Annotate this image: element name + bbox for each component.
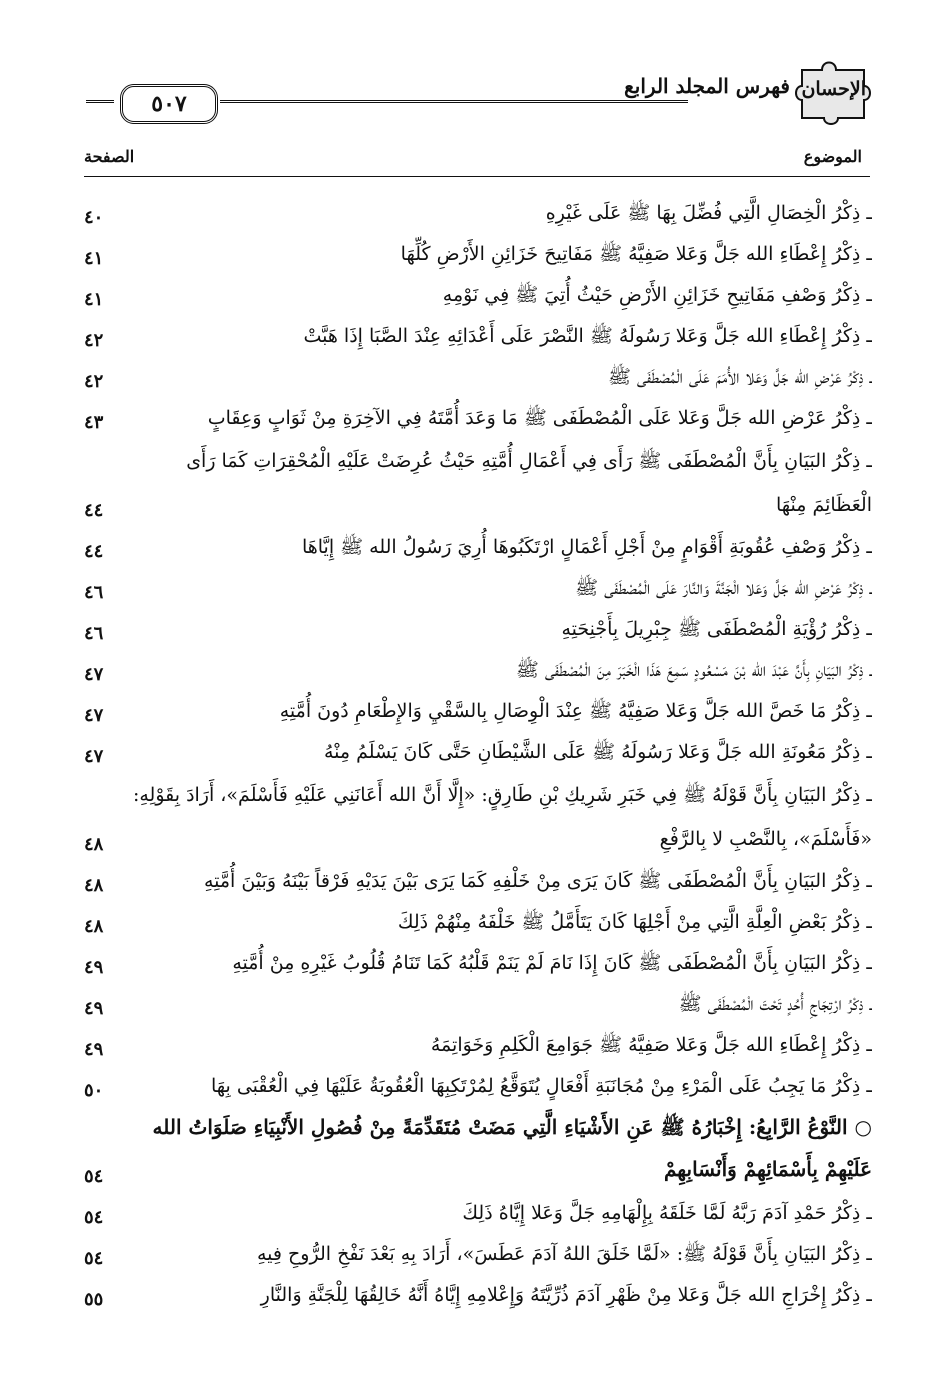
toc-entry-page: ٤٢ bbox=[84, 371, 104, 392]
toc-entry-text: ـ ذِكْرُ إِعْطَاءِ الله جَلَّ وَعَلا صَفِيَّهُ ﷺ مَفَاتِيحَ خَزَائِنِ الأَرْضِ كُلِّهَا bbox=[400, 243, 872, 265]
toc-entry-text: ـ ذِكْرُ وَصْفِ عُقُوبَةِ أَقْوَامٍ مِنْ أَجْلِ أَعْمَالٍ ارْتَكَبُوهَا أُرِيَ رَسُولُ الله ﷺ إِيَّاهَا bbox=[301, 536, 872, 558]
toc-entry-page: ٥٤ bbox=[84, 1248, 104, 1269]
toc-entry-page: ٤١ bbox=[84, 289, 104, 310]
toc-entry bbox=[84, 691, 872, 732]
toc-entry bbox=[84, 1066, 872, 1107]
toc-entry bbox=[84, 1275, 872, 1316]
toc-entry-text: ـ ذِكْرُ عَرْضِ الله جَلَّ وَعَلا الأُمَمَ عَلَى الْمُصْطَفَى ﷺ bbox=[607, 366, 872, 388]
toc-entry-text: ـ ذِكْرُ مَا يَجِبُ عَلَى الْمَرْءِ مِنْ مُجَانَبَةِ أَفْعَالٍ يُتَوَقَّعُ لِمُرْتَكِبِهَا الْعُقُوبَةُ عَلَيْهَا فِي الْعُقْبَى بِهَا bbox=[210, 1075, 872, 1097]
toc-list bbox=[84, 193, 872, 1316]
toc-entry-text: ـ ذِكْرُ مَا خَصَّ الله جَلَّ وَعَلا صَفِيَّهُ ﷺ عِنْدَ الْوِصَالِ بِالسَّقْيِ وَالإِطْعَامِ دُونَ أُمَّتِهِ bbox=[279, 700, 872, 722]
toc-entry-page: ٤٤ bbox=[84, 541, 104, 562]
toc-entry bbox=[84, 650, 872, 691]
toc-entry bbox=[84, 1234, 872, 1275]
toc-entry-page: ٤٨ bbox=[84, 834, 104, 855]
toc-entry-page: ٥٤ bbox=[84, 1166, 104, 1187]
toc-entry bbox=[84, 398, 872, 439]
toc-entry-page: ٤٧ bbox=[84, 746, 104, 767]
toc-entry-text: ـ ذِكْرُ البَيَانِ بِأَنَّ الْمُصْطَفَى ﷺ رَأَى فِي أَعْمَالِ أُمَّتِهِ حَيْثُ عُرِضَتْ عَلَيْهِ الْمُحْقِرَاتِ كَمَا رَأَى الْعَظَائِمَ مِنْهَا bbox=[186, 450, 872, 516]
toc-entry-text: ـ ذِكْرُ ارْتِجَاجِ أُحُدٍ تَحْتَ الْمُصْطَفَى ﷺ bbox=[678, 993, 872, 1015]
toc-entry-text: ـ ذِكْرُ البَيَانِ بِأَنَّ الْمُصْطَفَى ﷺ كَانَ إِذَا نَامَ لَمْ يَنَمْ قَلْبُهُ كَمَا تَنَامُ قُلُوبُ غَيْرِهِ مِنْ أُمَّتِهِ bbox=[232, 952, 872, 974]
toc-entry bbox=[84, 1025, 872, 1066]
toc-entry-page: ٤٦ bbox=[84, 582, 104, 603]
toc-section-heading bbox=[84, 1149, 872, 1193]
toc-entry-page: ٥٠ bbox=[84, 1080, 104, 1101]
toc-entry-text: ـ ذِكْرُ عَرْضِ الله جَلَّ وَعَلا عَلَى الْمُصْطَفَى ﷺ مَا وَعَدَ أُمَّتَهُ فِي الآخِرَةِ مِنْ ثَوَابٍ وَعِقَابٍ bbox=[207, 407, 872, 429]
column-header-topic: الموضوع bbox=[803, 147, 862, 166]
toc-entry-page: ٤٦ bbox=[84, 623, 104, 644]
column-header-page: الصفحة bbox=[84, 147, 135, 166]
toc-entry-page: ٤٤ bbox=[84, 500, 104, 521]
toc-entry-text: عَلَيْهِمْ بِأَسْمَائِهِمْ وَأَنْسَابِهِمْ bbox=[663, 1157, 872, 1181]
toc-entry bbox=[84, 609, 872, 650]
toc-entry bbox=[84, 984, 872, 1025]
toc-entry-page: ٥٤ bbox=[84, 1207, 104, 1228]
toc-entry-page: ٤٢ bbox=[84, 330, 104, 351]
book-title: الإحسان bbox=[801, 78, 866, 100]
toc-entry-text: ـ ذِكْرُ مَعُونَةِ الله جَلَّ وَعَلا رَسُولَهُ ﷺ عَلَى الشَّيْطَانِ حَتَّى كَانَ يَسْلَمُ مِنْهُ bbox=[324, 741, 872, 763]
toc-entry bbox=[84, 1193, 872, 1234]
header-underline bbox=[84, 176, 870, 177]
toc-entry-page: ٤٩ bbox=[84, 998, 104, 1019]
page-header bbox=[80, 56, 870, 136]
toc-entry-text: ـ ذِكْرُ الْخِصَالِ الَّتِي فُضِّلَ بِهَا ﷺ عَلَى غَيْرِهِ bbox=[545, 202, 872, 224]
toc-entry-page: ٤١ bbox=[84, 248, 104, 269]
toc-entry-page: ٤٧ bbox=[84, 705, 104, 726]
toc-entry-text: ـ ذِكْرُ حَمْدِ آدَمَ رَبَّهُ لَمَّا خَلَقَهُ بِإِلْهَامِهِ جَلَّ وَعَلا إِيَّاهُ ذَلِكَ bbox=[462, 1202, 872, 1224]
toc-entry bbox=[84, 234, 872, 275]
toc-entry bbox=[84, 275, 872, 316]
toc-entry-page: ٤٣ bbox=[84, 412, 104, 433]
page-number: ٥٠٧ bbox=[151, 91, 187, 117]
header-rule-left bbox=[86, 100, 114, 103]
toc-entry bbox=[84, 773, 872, 861]
toc-entry-text: ـ ذِكْرُ وَصْفِ مَفَاتِيحِ خَزَائِنِ الأَرْضِ حَيْثُ أُتِيَ ﷺ فِي نَوْمِهِ bbox=[442, 284, 872, 306]
header-rule bbox=[220, 100, 688, 103]
toc-entry bbox=[84, 193, 872, 234]
toc-entry-page: ٤٨ bbox=[84, 916, 104, 937]
section-title: فهرس المجلد الرابع bbox=[624, 74, 790, 98]
toc-entry-text: ـ ذِكْرُ إِعْطَاءِ الله جَلَّ وَعَلا رَسُولَهُ ﷺ النَّصْرَ عَلَى أَعْدَائِهِ عِنْدَ الصَّبَا إِذَا هَبَّتْ bbox=[303, 325, 872, 347]
toc-entry-text: ـ ذِكْرُ البَيَانِ بِأَنَّ قَوْلَهُ ﷺ: «لَمَّا خَلَقَ اللهُ آدَمَ عَطَسَ»، أَرَادَ بِهِ بَعْدَ نَفْخِ الرُّوحِ فِيهِ bbox=[257, 1243, 872, 1265]
toc-entry bbox=[84, 316, 872, 357]
toc-entry-page: ٤٩ bbox=[84, 957, 104, 978]
toc-entry-page: ٥٥ bbox=[84, 1289, 104, 1310]
toc-entry-text: ـ ذِكْرُ بَعْضِ الْعِلَّةِ الَّتِي مِنْ أَجْلِهَا كَانَ يَتَأَمَّلُ ﷺ خَلْفَهُ مِنْهُمْ ذَلِكَ bbox=[397, 911, 872, 933]
page-number-box bbox=[120, 84, 218, 124]
toc-entry bbox=[84, 439, 872, 527]
toc-entry bbox=[84, 943, 872, 984]
toc-entry-page: ٤٧ bbox=[84, 664, 104, 685]
toc-entry-text: ـ ذِكْرُ عَرْضِ الله جَلَّ وَعَلا الْجَنَّةَ وَالنَّارَ عَلَى الْمُصْطَفَى ﷺ bbox=[575, 577, 872, 599]
toc-entry-text: ـ ذِكْرُ رُؤْيَةِ الْمُصْطَفَى ﷺ جِبْرِيلَ بِأَجْنِحَتِهِ bbox=[561, 618, 872, 640]
toc-entry bbox=[84, 527, 872, 568]
toc-entry-page: ٤٨ bbox=[84, 875, 104, 896]
toc-entry-text: ـ ذِكْرُ البَيَانِ بِأَنَّ عَبْدَ الله بْنَ مَسْعُودٍ سَمِعَ هَذَا الْخَبَرَ مِنَ الْمُصْطَفَى ﷺ bbox=[515, 659, 872, 681]
toc-entry bbox=[84, 732, 872, 773]
toc-entry-page: ٤٠ bbox=[84, 207, 104, 228]
toc-section-heading bbox=[84, 1107, 872, 1149]
toc-entry bbox=[84, 568, 872, 609]
toc-entry-text: ـ ذِكْرُ البَيَانِ بِأَنَّ الْمُصْطَفَى ﷺ كَانَ يَرَى مِنْ خَلْفِهِ كَمَا يَرَى بَيْنَ يَدَيْهِ فَرْقاً بَيْنَهُ وَبَيْنَ أُمَّتِهِ bbox=[203, 870, 872, 892]
toc-entry bbox=[84, 861, 872, 902]
toc-entry-text: ○ النَّوْعُ الرَّابِعُ: إِخْبَارُهُ ﷺ عَنِ الأَشْيَاءِ الَّتِي مَضَتْ مُتَقَدِّمَةً مِنْ فُصُولِ الأَنْبِيَاءِ صَلَوَاتُ الله bbox=[152, 1115, 872, 1139]
toc-entry-text: ـ ذِكْرُ إِعْطَاءِ الله جَلَّ وَعَلا صَفِيَّهُ ﷺ جَوَامِعَ الْكَلِمِ وَخَوَاتِمَهُ bbox=[430, 1034, 872, 1056]
toc-entry bbox=[84, 902, 872, 943]
toc-entry-text: ـ ذِكْرُ إِخْرَاجِ الله جَلَّ وَعَلا مِنْ ظَهْرِ آدَمَ ذُرِّيَّتَهُ وَإِعْلامِهِ إِيَّاهُ أَنَّهُ خَالِقُهَا لِلْجَنَّةِ وَالنَّارِ bbox=[260, 1284, 872, 1306]
toc-entry-page: ٤٩ bbox=[84, 1039, 104, 1060]
toc-entry bbox=[84, 357, 872, 398]
toc-entry-text: ـ ذِكْرُ البَيَانِ بِأَنَّ قَوْلَهُ ﷺ فِي خَبَرِ شَرِيكِ بْنِ طَارِقٍ: «إِلَّا أَنَّ الله أَعَانَنِي عَلَيْهِ فَأَسْلَمَ»، أَرَادَ بِقَوْلِهِ: «فَأَسْلَمَ»، بِالنَّصْبِ لا بِالرَّفْعِ bbox=[132, 784, 872, 850]
